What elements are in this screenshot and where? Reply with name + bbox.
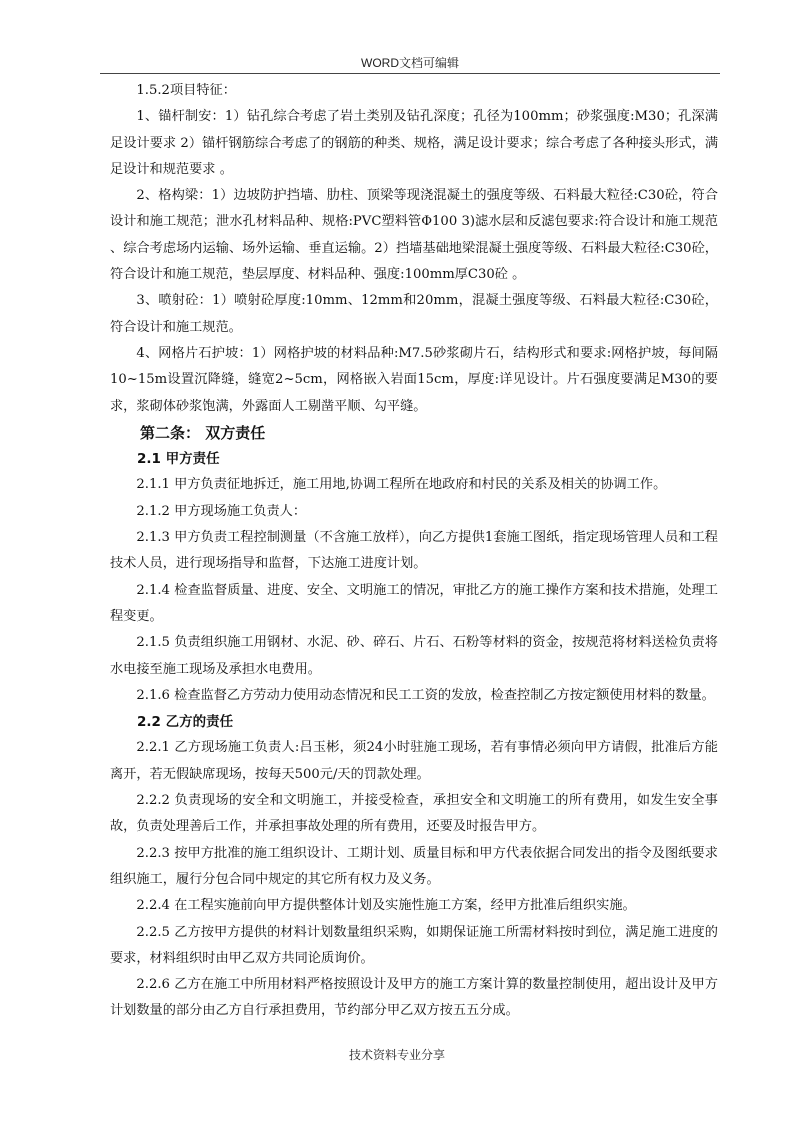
clause-2-1-5: 2.1.5 负责组织施工用钢材、水泥、砂、碎石、片石、石粉等材料的资金，按规范将材料送检负责将水电接至施工现场及承担水电费用。 (110, 635, 718, 677)
clause-2-1-3: 2.1.3 甲方负责工程控制测量（不含施工放样），向乙方提供1套施工图纸，指定现场管理人员和工程技术人员，进行现场指导和监督，下达施工进度计划。 (110, 530, 718, 572)
clause-2-2-2: 2.2.2 负责现场的安全和文明施工，并接受检查，承担安全和文明施工的所有费用，如发生安全事故，负责处理善后工作，并承担事故处理的所有费用，还要及时报告甲方。 (110, 793, 718, 835)
clause-2-2-6: 2.2.6 乙方在施工中所用材料严格按照设计及甲方的施工方案计算的数量控制使用，超出设计及甲方计划数量的部分由乙方自行承担费用，节约部分甲乙双方按五五分成。 (110, 977, 718, 1019)
clause-2-2-4: 2.2.4 在工程实施前向甲方提供整体计划及实施性施工方案，经甲方批准后组织实施。 (136, 898, 636, 914)
clause-2-2-3: 2.2.3 按甲方批准的施工组织设计、工期计划、质量目标和甲方代表依据合同发出的指令及图纸要求组织施工，履行分包合同中规定的其它所有权力及义务。 (110, 845, 718, 887)
clause-2-1-4: 2.1.4 检查监督质量、进度、安全、文明施工的情况，审批乙方的施工操作方案和技术措施，处理工程变更。 (110, 582, 718, 624)
page-footer: 技术资料专业分享 (348, 1048, 445, 1062)
clause-2-2-5: 2.2.5 乙方按甲方提供的材料计划数量组织采购，如期保证施工所需材料按时到位，满足施工进度的要求，材料组织时由甲乙双方共同论质询价。 (110, 924, 718, 966)
page-header: WORD文档可编辑 (361, 56, 459, 70)
clause-2-2-1: 2.2.1 乙方现场施工负责人:吕玉彬，须24小时驻施工现场，若有事情必须向甲方请假，批准后方能离开，若无假缺席现场，按每天500元/天的罚款处理。 (110, 740, 718, 782)
clause-2-1-2: 2.1.2 甲方现场施工负责人： (136, 503, 307, 519)
section-item-4: 4、网格片石护坡：1）网格护坡的材料品种:M7.5砂浆砌片石，结构形式和要求:网格护坡，每间隔10~15m设置沉降缝，缝宽2~5cm，网格嵌入岩面15cm，厚度:详见设计。片石强度要满足M30的要求，浆砌体砂浆饱满，外露面人工剔凿平顺、勾平缝。 (110, 345, 718, 414)
header-rule (100, 73, 720, 74)
article-2-title: 第二条： 双方责任 (140, 423, 266, 442)
document-body (110, 78, 718, 1025)
clause-2-1-1: 2.1.1 甲方负责征地拆迁，施工用地,协调工程所在地政府和村民的关系及相关的协调工作。 (136, 477, 667, 493)
party-a-heading: 2.1 甲方责任 (137, 451, 220, 468)
party-b-heading: 2.2 乙方的责任 (137, 714, 234, 731)
section-item-1: 1、锚杆制安：1）钻孔综合考虑了岩土类别及钻孔深度；孔径为100mm；砂浆强度:M30；孔深满足设计要求 2）锚杆钢筋综合考虑了的钢筋的种类、规格，满足设计要求；综合考虑了各种接头形式，满足设计和规范要求 。 (110, 109, 718, 177)
section-item-2: 2、格构梁：1）边坡防护挡墙、肋柱、顶梁等现浇混凝土的强度等级、石料最大粒径:C30砼，符合设计和施工规范；泄水孔材料品种、规格:PVC塑料管Φ100 3)滤水层和反滤包要求:符合设计和施工规范 、综合考虑场内运输、场外运输、垂直运输。2）挡墙基础地梁混凝土强度等级、石料最大粒径:C30砼，符合设计和施工规范，垫层厚度、材料品种、强度:100mm厚C30砼 。 (110, 188, 718, 283)
section-item-3: 3、喷射砼：1）喷射砼厚度:10mm、12mm和20mm，混凝土强度等级、石料最大粒径:C30砼，符合设计和施工规范。 (110, 293, 718, 335)
clause-2-1-6: 2.1.6 检查监督乙方劳动力使用动态情况和民工工资的发放，检查控制乙方按定额使用材料的数量。 (136, 687, 715, 703)
section-title: 1.5.2项目特征： (136, 83, 236, 98)
